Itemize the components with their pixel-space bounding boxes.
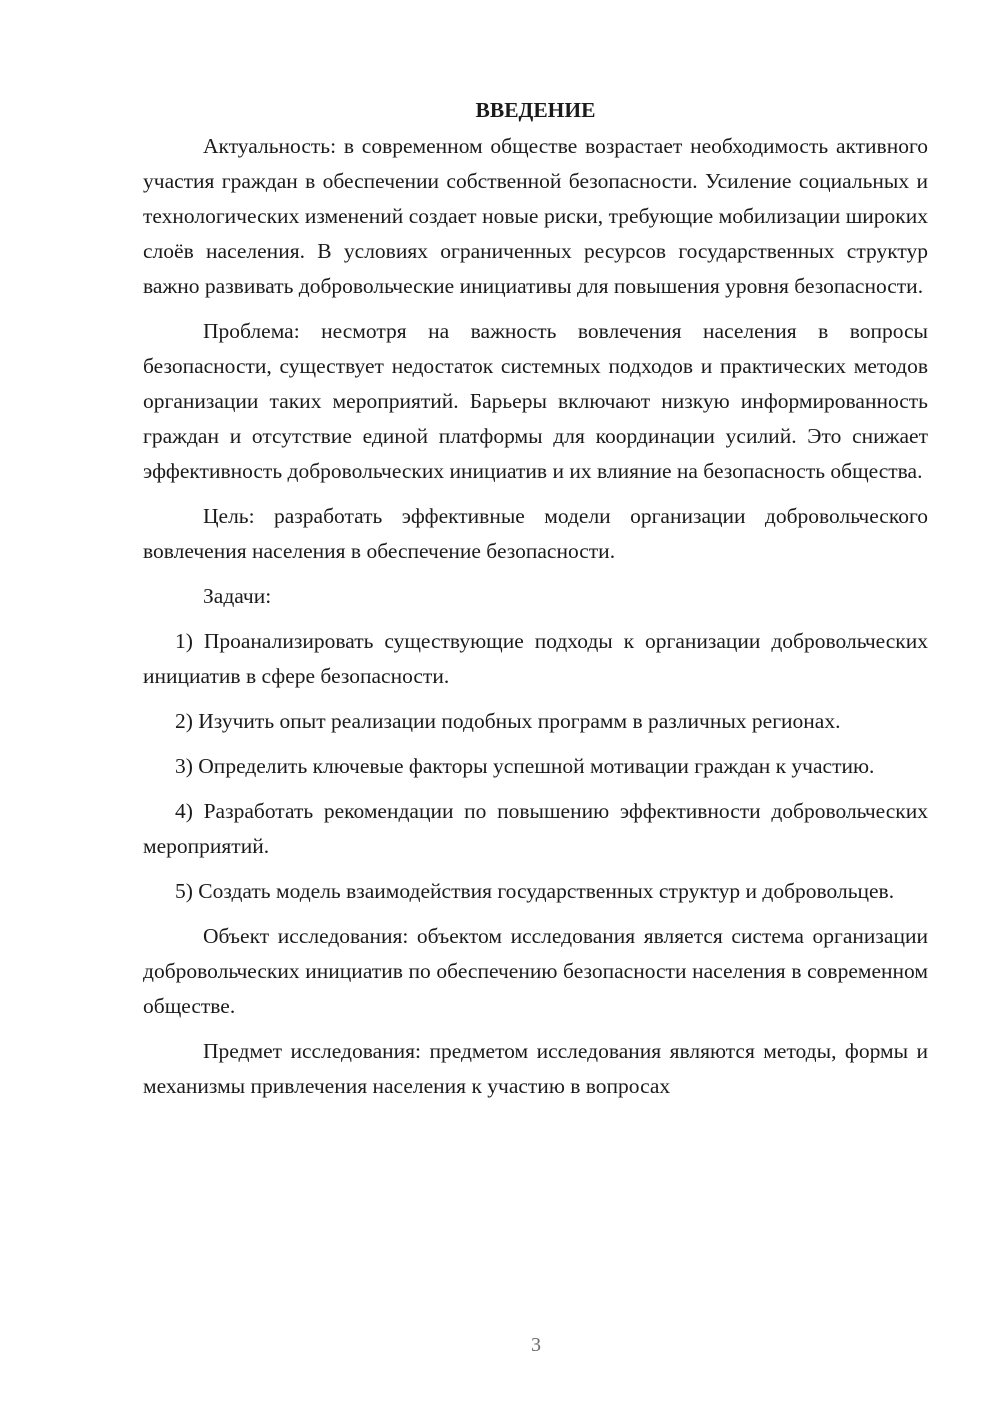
tasks-label: Задачи: bbox=[203, 584, 272, 608]
page-content bbox=[143, 93, 928, 1114]
problem-paragraph: Проблема: несмотря на важность вовлечения населения в вопросы безопасности, существует недостаток системных подходов и практических методов организации таких мероприятий. Барьеры включают низкую информированность граждан и отсутствие единой платформы для координации усилий. Это снижает эффективность добровольческих инициатив и их влияние на безопасность общества. bbox=[143, 319, 928, 483]
relevance-paragraph: Актуальность: в современном обществе возрастает необходимость активного участия граждан в обеспечении собственной безопасности. Усиление социальных и технологических изменений создает новые риски, требующие мобилизации широких слоёв населения. В условиях ограниченных ресурсов государственных структур важно развивать добровольческие инициативы для повышения уровня безопасности. bbox=[143, 134, 928, 298]
section-heading: ВВЕДЕНИЕ bbox=[475, 98, 596, 122]
task-item-1: 1) Проанализировать существующие подходы к организации добровольческих инициатив в сфере безопасности. bbox=[143, 629, 928, 688]
task-item-4: 4) Разработать рекомендации по повышению эффективности добровольческих мероприятий. bbox=[143, 799, 928, 858]
task-item-5: 5) Создать модель взаимодействия государственных структур и добровольцев. bbox=[175, 879, 895, 903]
subject-paragraph: Предмет исследования: предметом исследования являются методы, формы и механизмы привлечения населения к участию в вопросах bbox=[143, 1039, 928, 1098]
object-paragraph: Объект исследования: объектом исследования является система организации добровольческих инициатив по обеспечению безопасности населения в современном обществе. bbox=[143, 924, 928, 1018]
task-item-3: 3) Определить ключевые факторы успешной мотивации граждан к участию. bbox=[175, 754, 875, 778]
tasks-list bbox=[143, 624, 928, 909]
page-number: 3 bbox=[531, 1334, 541, 1356]
goal-paragraph: Цель: разработать эффективные модели организации добровольческого вовлечения населения в обеспечение безопасности. bbox=[143, 504, 928, 563]
task-item-2: 2) Изучить опыт реализации подобных программ в различных регионах. bbox=[175, 709, 841, 733]
